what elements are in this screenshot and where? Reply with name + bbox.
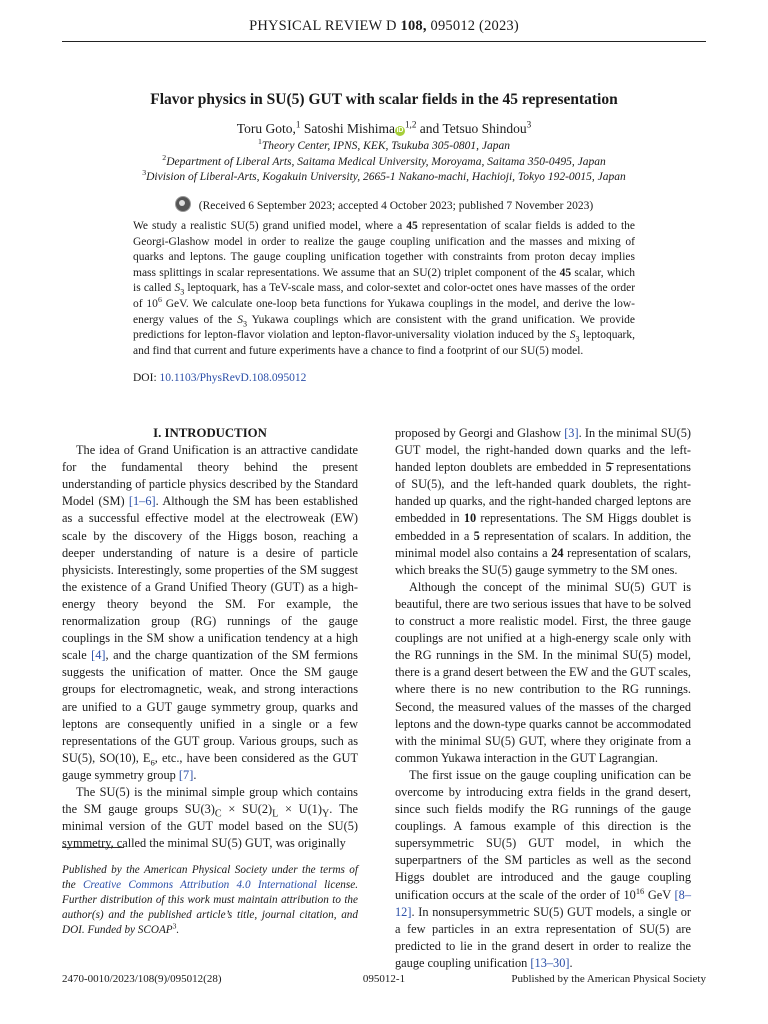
right-column [395, 425, 691, 972]
orcid-icon[interactable]: iD [396, 127, 404, 134]
footer-issn: 2470-0010/2023/108(9)/095012(28) [62, 973, 222, 985]
author-mishima[interactable]: Satoshi Mishima [303, 121, 395, 136]
affiliation-3: $^3$Division of Liberal-Arts, Kogakuin University, 2665-1 Nakano-machi, Hachioji, Tokyo 192-0015, Japan [142, 168, 626, 183]
author-list: Toru Goto,$^1$ Satoshi Mishima iD$^{1,2}$ and Tetsuo Shindou$^3$ [236, 119, 532, 136]
journal-name: PHYSICAL REVIEW D [249, 18, 397, 34]
citation-link[interactable]: [8–12] [395, 887, 691, 919]
received-dates: (Received 6 September 2023; accepted 4 October 2023; published 7 November 2023) [62, 196, 706, 212]
cc-license-link[interactable]: Creative Commons Attribution 4.0 International [82, 879, 317, 891]
license-footnote: Published by the American Physical Society under the terms of the Creative Commons Attribution 4.0 International license. Further distribution of this work must maintain attribution to the author(s) and the published article’s title, journal citation, and DOI. Funded by SCOAP$^3$. [62, 864, 358, 936]
left-column [62, 425, 358, 852]
journal-volume: 108, [400, 18, 427, 34]
citation-link[interactable]: [13–30] [530, 955, 570, 970]
article-number: 095012 (2023) [430, 18, 519, 34]
doi-link[interactable]: 10.1103/PhysRevD.108.095012 [159, 372, 307, 384]
intro-paragraph-4: Although the concept of the minimal SU(5) GUT is beautiful, there are two serious issues that have to be solved to construct a more realistic model. First, the three gauge couplings are not unified at a high-energy scale only with the RG runnings in the SM. In the minimal SU(5) model, there is a grand desert between the EW and the GUT scales, where there is no new contribution to the RG runnings. Second, the measured values of the masses of the charged leptons and the down-type quarks cannot be accommodated with the minimal SU(5) GUT, where they originate from a common Yukawa interaction in the GUT Lagrangian. [395, 579, 691, 765]
footnote-rule [62, 847, 124, 848]
citation-link[interactable]: [3] [564, 426, 579, 440]
intro-paragraph-5: The first issue on the gauge coupling unification can be overcome by introducing extra fields in the grand desert, since such fields modify the RG runnings of the gauge couplings. A famous example of this direction is the supersymmetric SU(5) GUT model, in which the superpartners of the SM particles as well as the second Higgs doublet are introduced and the gauge coupling unification occurs at the scale of the order of $10^{16}$ GeV [8–12]. In nonsupersymmetric SU(5) GUT models, a single or a few particles in an extra representation of SU(5) are predicted to lie in the grand desert in order to realize the gauge coupling unification [13–30]. [395, 767, 691, 970]
affiliations [62, 139, 706, 186]
citation-link[interactable]: [1–6] [128, 494, 156, 509]
citation-link[interactable]: [4] [91, 648, 106, 663]
citation-link[interactable]: [7] [178, 767, 194, 782]
header-rule [62, 41, 706, 42]
footer-page-number: 095012-1 [362, 973, 406, 985]
footer-publisher: Published by the American Physical Society [511, 973, 706, 985]
intro-paragraph-2: The SU(5) is the minimal simple group which contains the SM gauge groups $SU(3)_C \times SU(2)_L \times U(1)_Y$. The minimal version of the GUT model based on the SU(5) symmetry, called the minimal SU(5) GUT, was originally [62, 784, 359, 851]
check-for-updates-icon[interactable] [175, 196, 191, 212]
intro-paragraph-3: proposed by Georgi and Glashow [3]. In the minimal SU(5) GUT model, the right-handed down quarks and the left-handed lepton doublets are embedded in 5̄ representations of SU(5), and the left-handed quark doublets, the right-handed up quarks, and the right-handed charged leptons are embedded in 10 representations. The SM Higgs doublet is embedded in a 5 representation of scalars. In addition, the minimal model also contains a 24 representation of scalars, which breaks the SU(5) gauge symmetry to the SM ones. [395, 426, 692, 577]
abstract: We study a realistic SU(5) grand unified model, where a 45 representation of scalar fields is added to the Georgi-Glashow model in order to realize the gauge coupling unification and the masses and mixing of quarks and leptons. The gauge coupling unification together with constraints from proton decay implies mass splittings in scalar representations. We assume that an SU(2) triplet component of the 45 scalar, which is called $S_3$ leptoquark, has a TeV-scale mass, and color-sextet and color-octet ones have masses of the order of $10^6$ GeV. We calculate one-loop beta functions for Yukawa couplings in the model, and derive the low-energy values of the $S_3$ Yukawa couplings which are consistent with the grand unification. We provide predictions for lepton-flavor violation and lepton-flavor-universality violation induced by the $S_3$ leptoquark, and find that current and future experiments have a chance to find a footprint of our SU(5) model. [133, 220, 636, 357]
section-heading-introduction: I. INTRODUCTION [153, 426, 267, 440]
paper-title: Flavor physics in SU(5) GUT with scalar fields in the 45 representation [150, 91, 618, 108]
author-goto: Toru Goto, [236, 121, 296, 136]
doi-line: DOI: 10.1103/PhysRevD.108.095012 [133, 372, 307, 384]
affiliation-2: $^2$Department of Liberal Arts, Saitama Medical University, Moroyama, Saitama 350-0495, Japan [162, 152, 606, 168]
running-header [62, 18, 706, 35]
intro-paragraph-1: The idea of Grand Unification is an attractive candidate for the fundamental theory behind the present understanding of particle physics described by the Standard Model (SM) [1–6]. Although the SM has been established as a successful effective model at the electroweak (EW) scale by the discovery of the Higgs boson, reaching a deeper understanding of nature is a desire of particle physicists. Interestingly, some properties of the SM suggest the existence of a Grand Unified Theory (GUT) as a high-energy theory beyond the SM. For example, the renormalization group (RG) runnings of the gauge couplings in the SM show a unification tendency at a high scale [4], and the charge quantization of the SM fermions suggests the unification of matter. Once the SM gauge groups for electromagnetic, weak, and strong interactions are unified to a GUT gauge symmetry group, quarks and leptons are consequently unified in a single or a few representations of the GUT group. Various groups, such as SU(5), SO(10), $E_6$, etc., have been considered as the GUT gauge symmetry group [7]. [62, 443, 358, 782]
author-shindou: Tetsuo Shindou [442, 121, 527, 136]
affiliation-1: $^1$Theory Center, IPNS, KEK, Tsukuba 305-0801, Japan [257, 137, 510, 152]
